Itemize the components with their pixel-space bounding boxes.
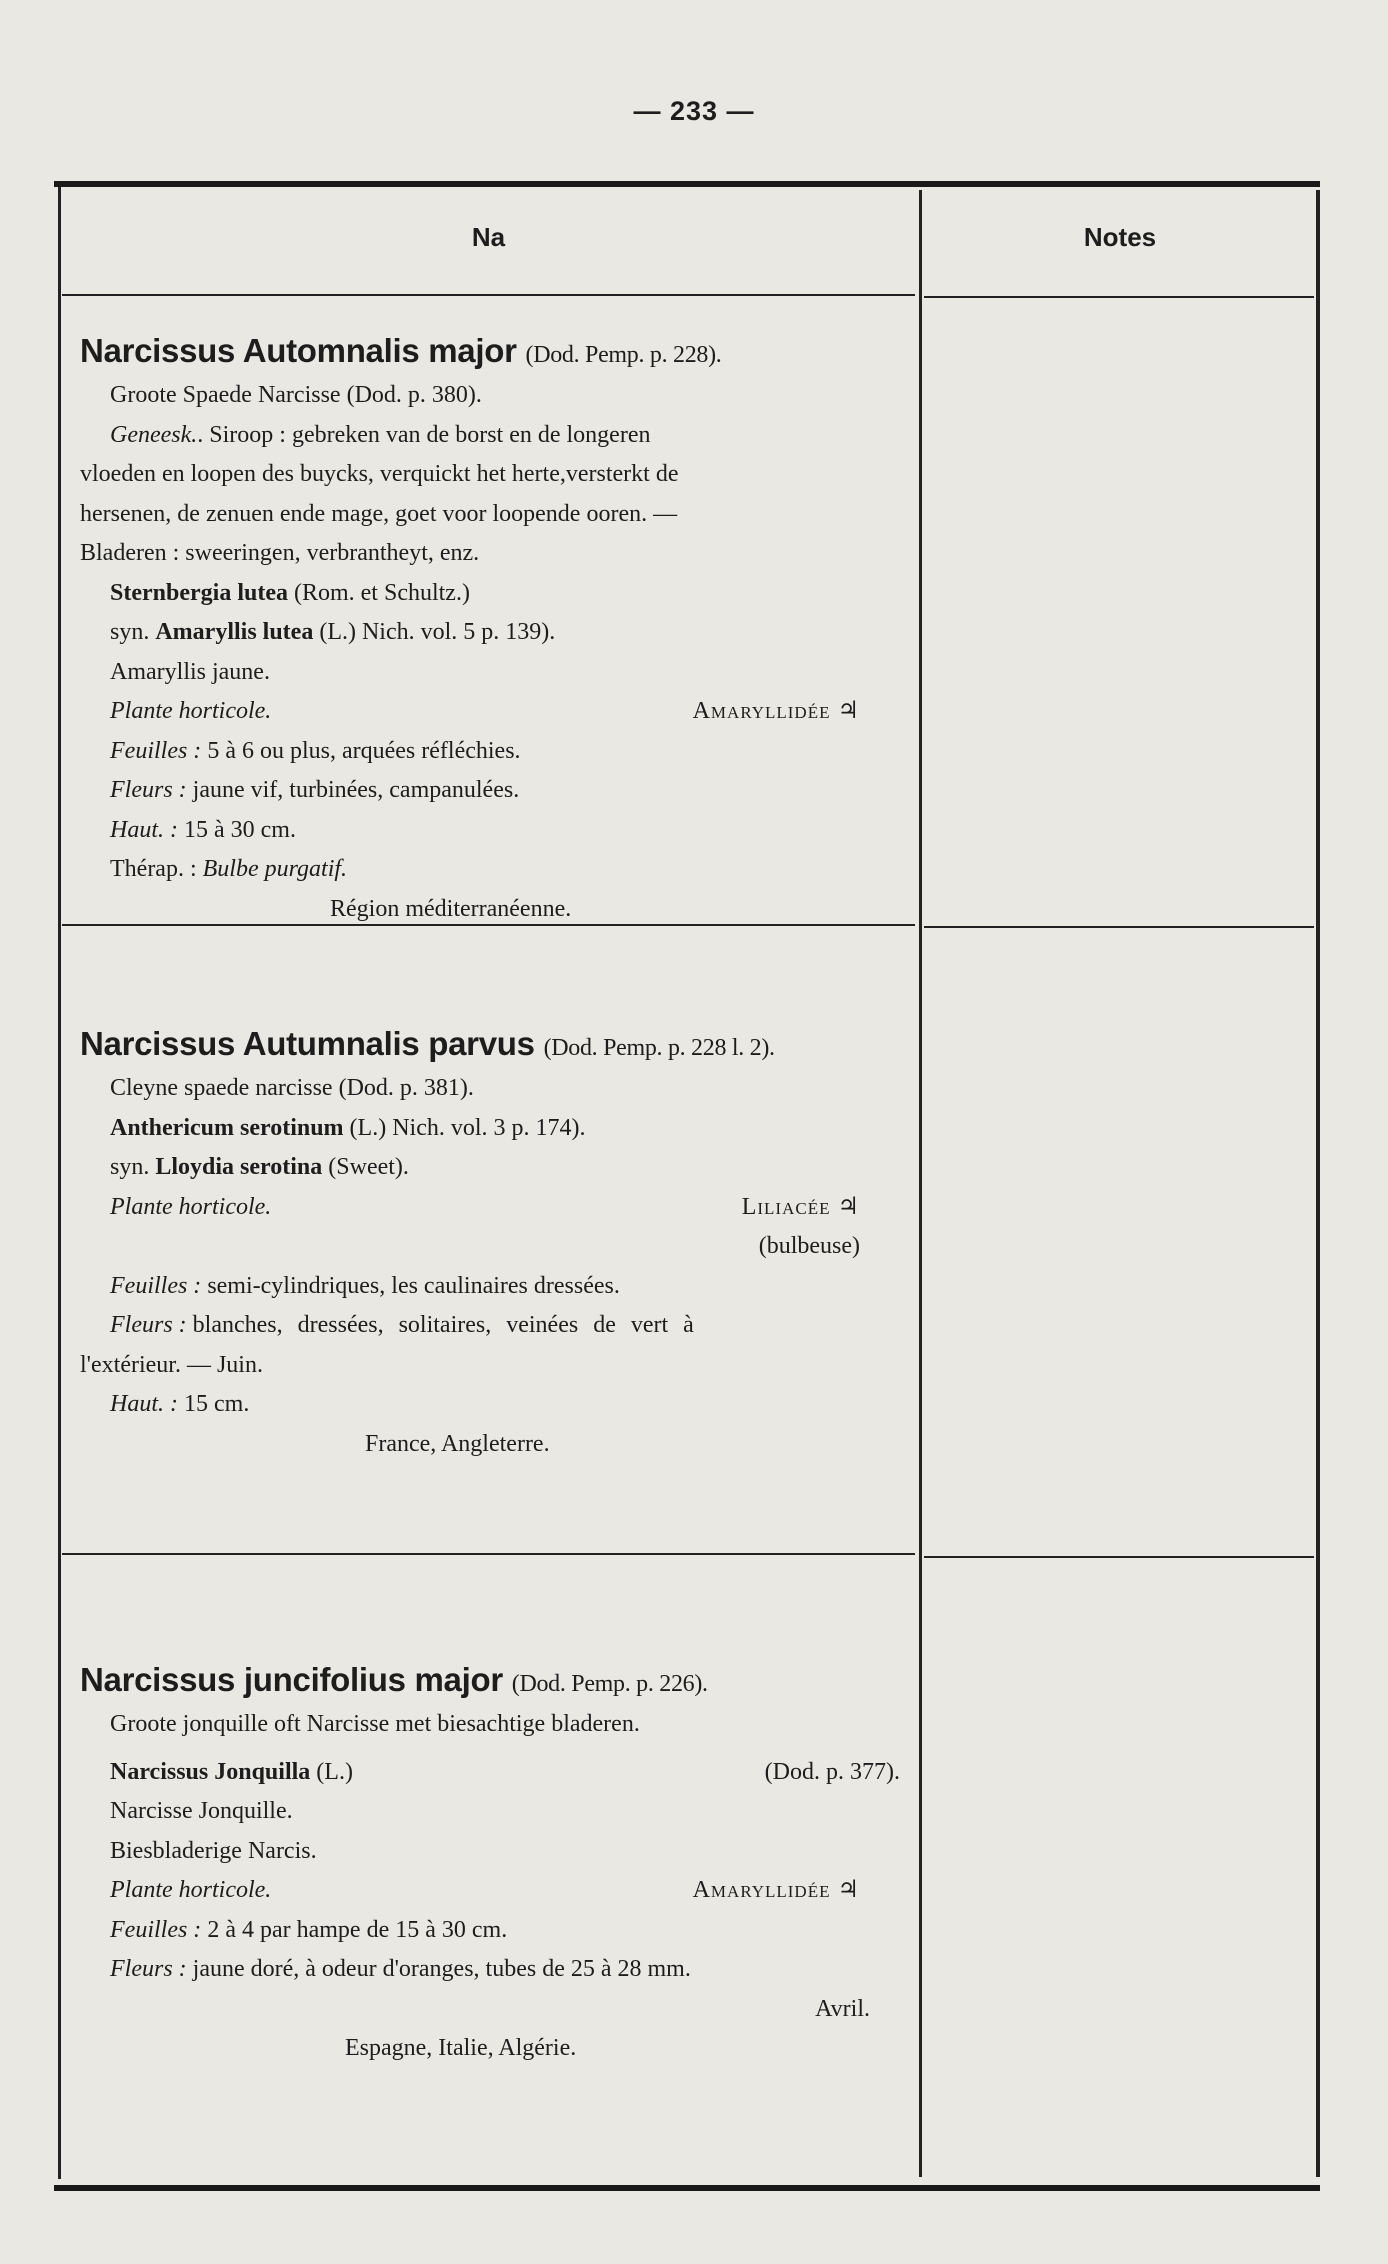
medicinal-line: Bladeren : sweeringen, verbrantheyt, enz. [80, 540, 480, 566]
flowers-text: jaune vif, turbinées, campanulées. [192, 777, 520, 803]
region: Espagne, Italie, Algérie. [345, 2035, 577, 2061]
page-number: — 233 — [633, 96, 755, 126]
region: Région méditerranéenne. [330, 895, 572, 922]
height-value: 15 à 30 cm. [184, 816, 296, 843]
season-line [80, 1990, 900, 2030]
species-name: Narcissus Automnalis major [80, 332, 517, 369]
leaves-text: 2 à 4 par hampe de 15 à 30 cm. [207, 1916, 508, 1943]
reference: (Dod. Pemp. p. 226). [511, 1671, 708, 1697]
reference: (Dod. p. 377). [764, 1758, 900, 1785]
height-line [80, 1385, 900, 1425]
row-divider-2-right [924, 1556, 1314, 1558]
plant-family: Amaryllidée ♃ [692, 698, 860, 724]
therapy-line [80, 850, 900, 890]
species-name: Narcissus juncifolius major [80, 1661, 503, 1698]
plant-type: Plante horticole. [110, 698, 272, 724]
geneesk-label: Geneesk. [110, 421, 198, 448]
leaves-text: semi-cylindriques, les caulinaires dressées. [207, 1272, 620, 1299]
plant-type-line [80, 1871, 900, 1911]
leaves-label: Feuilles : [110, 737, 202, 764]
flowering-month: Avril. [815, 1995, 870, 2022]
french-name: Amaryllis jaune. [110, 658, 270, 685]
leaves-line [80, 1267, 900, 1307]
plant-family: Liliacée ♃ [741, 1193, 860, 1220]
flowers-line-cont: l'extérieur. — Juin. [80, 1351, 263, 1378]
reference: (Dod. Pemp. p. 228 l. 2). [543, 1035, 775, 1061]
synonym-line [80, 574, 900, 614]
leaves-text: 5 à 6 ou plus, arquées réfléchies. [207, 737, 521, 764]
synonym-line [80, 1148, 900, 1188]
synonym-authority: (L.) Nich. vol. 3 p. 174). [349, 1114, 586, 1141]
synonym-authority: (Rom. et Schultz.) [293, 579, 470, 606]
plant-type: Plante horticole. [110, 1193, 272, 1220]
synonym-line [80, 1109, 900, 1149]
entry-title [80, 1655, 900, 1705]
vernacular-name: Cleyne spaede narcisse (Dod. p. 381). [110, 1075, 474, 1101]
therapy-text: Bulbe purgatif. [202, 856, 348, 882]
leaves-line [80, 1911, 900, 1951]
synonym-name: Sternbergia lutea [110, 579, 288, 606]
synonym-name: Lloydia serotina [155, 1154, 323, 1180]
medicinal-line [80, 416, 900, 456]
region: France, Angleterre. [365, 1430, 550, 1457]
height-label: Haut. : [110, 816, 178, 843]
height-label: Haut. : [110, 1391, 178, 1417]
plant-type-line [80, 692, 900, 732]
plant-type-line [80, 1188, 900, 1228]
synonym-authority: (L.) [316, 1758, 353, 1785]
plant-type: Plante horticole. [110, 1877, 272, 1903]
synonym-name: Amaryllis lutea [155, 619, 314, 645]
syn-label: syn. [110, 1154, 150, 1180]
flowers-label: Fleurs : [110, 777, 187, 803]
medicinal-text: . Siroop : gebreken van de borst en de longeren [197, 421, 651, 448]
species-name: Narcissus Autumnalis parvus [80, 1025, 535, 1062]
entry-title [80, 326, 900, 376]
vernacular-name: Groote Spaede Narcisse (Dod. p. 380). [110, 382, 482, 408]
height-value: 15 cm. [184, 1391, 250, 1417]
column-divider [919, 190, 922, 2177]
flowers-line [80, 1950, 900, 1990]
entry-3 [80, 1655, 900, 2069]
table-left-border [58, 187, 61, 2179]
plant-habit: (bulbeuse) [758, 1233, 860, 1259]
entry-2 [80, 1019, 900, 1464]
synonym-name: Anthericum serotinum [110, 1114, 344, 1141]
column-header-notes: Notes [1083, 222, 1157, 252]
flowers-text: jaune doré, à odeur d'oranges, tubes de 25 à 28 mm. [192, 1956, 691, 1982]
entry-title [80, 1019, 900, 1069]
leaves-label: Feuilles : [110, 1916, 202, 1943]
leaves-line [80, 732, 900, 772]
row-divider-2-left [62, 1553, 915, 1555]
reference: (Dod. Pemp. p. 228). [525, 342, 722, 368]
medicinal-line: vloeden en loopen des buycks, verquickt het herte,versterkt de [80, 461, 679, 487]
flowers-label: Fleurs : [110, 1956, 187, 1982]
plant-habit-line [80, 1227, 900, 1267]
height-line [80, 811, 900, 851]
header-rule-left [62, 294, 915, 296]
flowers-line [80, 1306, 900, 1346]
row-divider-1-right [924, 926, 1314, 928]
french-name: Narcisse Jonquille. [110, 1798, 293, 1824]
plant-family: Amaryllidée ♃ [692, 1877, 860, 1903]
leaves-label: Feuilles : [110, 1272, 202, 1299]
synonym-name: Narcissus Jonquilla [110, 1758, 311, 1785]
flowers-line [80, 771, 900, 811]
flowers-label: Fleurs : [110, 1312, 187, 1338]
synonym-line [80, 1753, 900, 1793]
header-rule-right [924, 296, 1314, 298]
syn-label: syn. [110, 619, 150, 645]
dutch-name: Biesbladerige Narcis. [110, 1837, 317, 1864]
synonym-line [80, 613, 900, 653]
vernacular-name: Groote jonquille oft Narcisse met biesachtige bladeren. [110, 1711, 640, 1737]
medicinal-line: hersenen, de zenuen ende mage, goet voor loopende ooren. — [80, 500, 678, 527]
synonym-authority: (Sweet). [328, 1154, 409, 1180]
therapy-label: Thérap. : [110, 856, 197, 882]
entry-1 [80, 326, 900, 929]
column-header-na: Na [471, 222, 506, 252]
table-right-border [1316, 190, 1320, 2177]
flowers-text: blanches, dressées, solitaires, veinées de vert à [192, 1312, 694, 1338]
synonym-authority: (L.) Nich. vol. 5 p. 139). [319, 619, 556, 645]
